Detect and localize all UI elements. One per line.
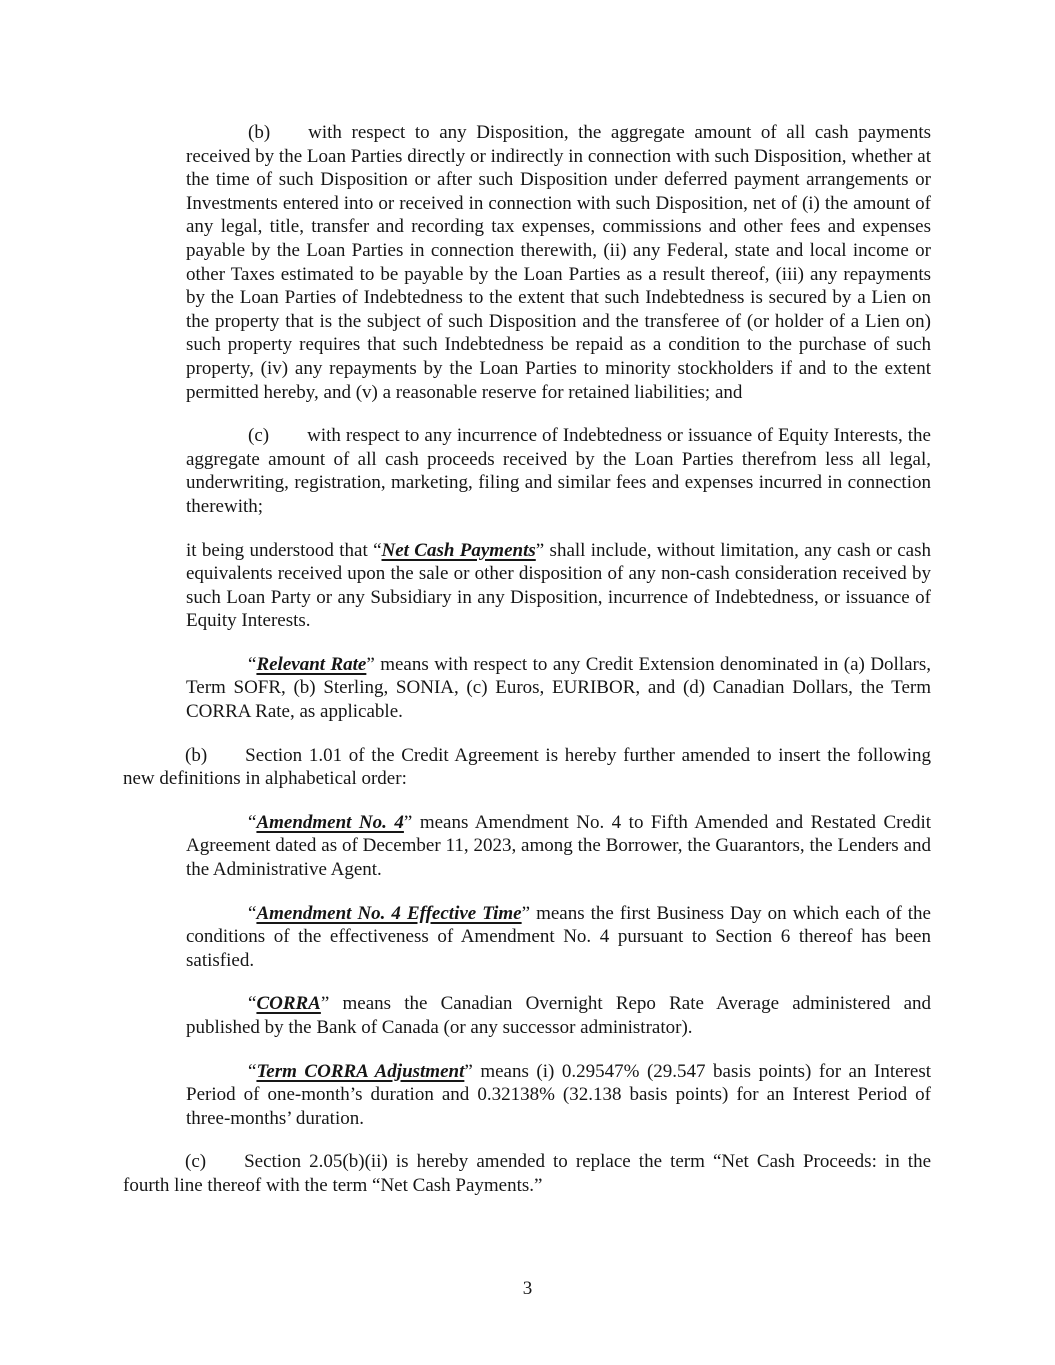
clause-text: ” means Amendment No. 4 to Fifth Amended and Restated Credit Agreement dated as of December 11, 2023, among the Borrower, the Guarantors, the Lenders and the Administrative Agent. xyxy=(186,811,932,881)
clause-text: ” shall include, without limitation, any cash or cash equivalents received upon the sale or other disposition of any non-cash consideration received by such Loan Party or any Subsidiary in any Disposition, incurrence of Indebtedness, or issuance of Equity Interests. xyxy=(186,539,931,632)
clause-text: Section 1.01 of the Credit Agreement is hereby further amended to insert the following new definitions in alphabetical order: xyxy=(123,744,931,790)
defined-term-term-corra-adjustment: Term CORRA Adjustment xyxy=(256,1060,465,1082)
clause-text: ” means (i) 0.29547% (29.547 basis points) for an Interest Period of one-month’s duration and 0.32138% (32.138 basis points) for an Interest Period of three-months’ duration. xyxy=(186,1060,931,1129)
defined-term-amendment-no-4-effective-time: Amendment No. 4 Effective Time xyxy=(256,902,522,924)
clause-text: it being understood that “ xyxy=(186,539,382,561)
document-body xyxy=(123,121,931,1218)
paragraph-section-1-01-amendment xyxy=(123,744,931,791)
open-quote: “ xyxy=(248,811,257,833)
page-number: 3 xyxy=(522,1278,533,1299)
clause-text: ” means the Canadian Overnight Repo Rate Average administered and published by the Bank of Canada (or any successor administrator). xyxy=(186,993,931,1038)
defined-term-amendment-no-4: Amendment No. 4 xyxy=(256,811,404,833)
paragraph-definition-amendment-no-4-effective-time xyxy=(186,902,931,973)
clause-label: (b) xyxy=(185,744,208,766)
clause-label: (c) xyxy=(248,425,270,447)
defined-term-net-cash-payments: Net Cash Payments xyxy=(381,539,536,561)
paragraph-incurrence-clause xyxy=(186,424,931,518)
clause-text: ” means with respect to any Credit Extension denominated in (a) Dollars, Term SOFR, (b) Sterling, SONIA, (c) Euros, EURIBOR, and (d) Canadian Dollars, the Term CORRA Rate, as applicable. xyxy=(186,653,932,723)
clause-text: ” means the first Business Day on which each of the conditions of the effectiveness of Amendment No. 4 pursuant to Section 6 thereof has been satisfied. xyxy=(186,902,931,971)
open-quote: “ xyxy=(248,653,257,675)
open-quote: “ xyxy=(248,1060,257,1082)
paragraph-definition-relevant-rate xyxy=(186,653,931,724)
defined-term-corra: CORRA xyxy=(256,993,321,1015)
defined-term-relevant-rate: Relevant Rate xyxy=(256,653,367,675)
paragraph-section-2-05-amendment xyxy=(123,1150,931,1197)
paragraph-disposition-clause xyxy=(186,121,931,404)
open-quote: “ xyxy=(248,993,257,1015)
paragraph-definition-corra xyxy=(186,992,931,1039)
paragraph-definition-amendment-no-4 xyxy=(186,811,931,882)
clause-text: Section 2.05(b)(ii) is hereby amended to replace the term “Net Cash Proceeds: in the fourth line thereof with the term “Net Cash Payments.” xyxy=(123,1151,931,1196)
clause-text: with respect to any Disposition, the aggregate amount of all cash payments received by the Loan Parties directly or indirectly in connection with such Disposition, whether at the time of such Disposition or after such Disposition under deferred payment arrangements or Investments entered into or received in connection with such Disposition, net of (i) the amount of any legal, title, transfer and recording tax expenses, commissions and other fees and expenses payable by the Loan Parties in connection therewith, (ii) any Federal, state and local income or other Taxes estimated to be payable by the Loan Parties as a result thereof, (iii) any repayments by the Loan Parties of Indebtedness to the extent that such Indebtedness is secured by a Lien on the property that is the subject of such Disposition and the transferee of (or holder of a Lien on) such property requires that such Indebtedness be repaid as a condition to the purchase of such property, (iv) any repayments by the Loan Parties to minority stockholders if and to the extent permitted hereby, and (v) a reasonable reserve for retained liabilities; and xyxy=(186,122,931,403)
clause-label: (b) xyxy=(248,122,271,143)
clause-text: with respect to any incurrence of Indebtedness or issuance of Equity Interests, the aggregate amount of all cash proceeds received by the Loan Parties therefrom less all legal, underwriting, registration, marketing, filing and similar fees and expenses incurred in connection therewith; xyxy=(186,425,931,517)
paragraph-net-cash-payments-proviso xyxy=(186,539,931,633)
paragraph-definition-term-corra-adjustment xyxy=(186,1060,931,1131)
clause-label: (c) xyxy=(185,1151,207,1173)
open-quote: “ xyxy=(248,902,257,924)
